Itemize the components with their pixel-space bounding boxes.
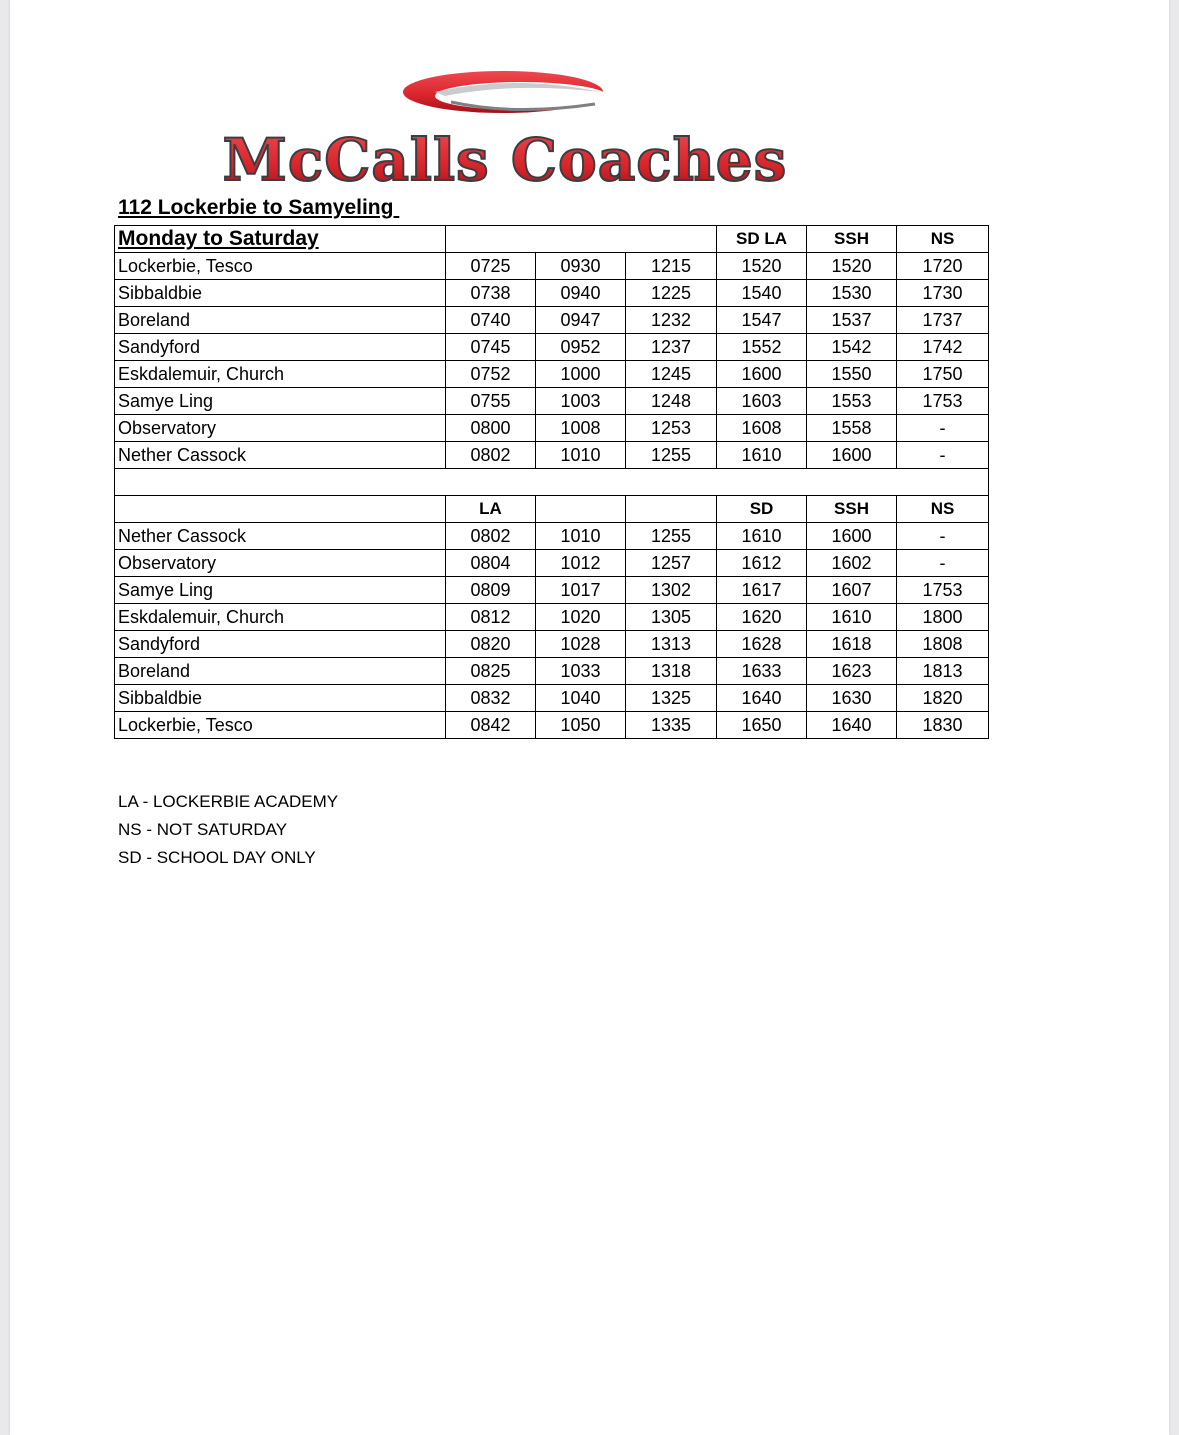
table-row (115, 334, 989, 361)
stop-name: Nether Cassock (115, 442, 446, 469)
stop-name: Sandyford (115, 334, 446, 361)
departure-time: 1808 (897, 631, 989, 658)
departure-time: 1040 (536, 685, 626, 712)
table-row (115, 415, 989, 442)
departure-time: 1633 (717, 658, 807, 685)
departure-time: 1552 (717, 334, 807, 361)
stop-name: Eskdalemuir, Church (115, 361, 446, 388)
departure-time: 1753 (897, 577, 989, 604)
departure-time: 1033 (536, 658, 626, 685)
stop-name: Sibbaldbie (115, 280, 446, 307)
departure-time: 1255 (626, 523, 717, 550)
departure-time: 1742 (897, 334, 989, 361)
spacer-cell (115, 469, 989, 496)
departure-time: 1618 (807, 631, 897, 658)
departure-time: 1253 (626, 415, 717, 442)
departure-time: 0800 (446, 415, 536, 442)
departure-time: 0745 (446, 334, 536, 361)
departure-time: 0842 (446, 712, 536, 739)
departure-time: 0725 (446, 253, 536, 280)
table-spacer-row (115, 469, 989, 496)
day-label: Monday to Saturday (115, 226, 446, 253)
table-row (115, 523, 989, 550)
departure-time: 1600 (807, 523, 897, 550)
departure-time: 0802 (446, 442, 536, 469)
departure-time: 1010 (536, 442, 626, 469)
departure-time: 1610 (717, 442, 807, 469)
departure-time: 1020 (536, 604, 626, 631)
departure-time: 0802 (446, 523, 536, 550)
time-header: NS (897, 226, 989, 253)
departure-time: 1620 (717, 604, 807, 631)
departure-time: 1553 (807, 388, 897, 415)
table-row (115, 388, 989, 415)
logo-wordmark: McCalls Coaches (222, 126, 788, 194)
departure-time: 1017 (536, 577, 626, 604)
departure-time: 1537 (807, 307, 897, 334)
note-la: LA - LOCKERBIE ACADEMY (118, 792, 339, 811)
timetable (114, 225, 989, 739)
stop-name: Samye Ling (115, 388, 446, 415)
stop-name: Observatory (115, 550, 446, 577)
mccalls-coaches-logo (215, 62, 795, 194)
departure-time: 1820 (897, 685, 989, 712)
time-header: SSH (807, 226, 897, 253)
departure-time: 1750 (897, 361, 989, 388)
departure-time: 1237 (626, 334, 717, 361)
departure-time: 1600 (717, 361, 807, 388)
departure-time: 1520 (717, 253, 807, 280)
stop-name: Sandyford (115, 631, 446, 658)
departure-time: 1547 (717, 307, 807, 334)
departure-time: 0952 (536, 334, 626, 361)
departure-time: 0752 (446, 361, 536, 388)
departure-time: 1640 (717, 685, 807, 712)
departure-time: 1612 (717, 550, 807, 577)
departure-time: 1830 (897, 712, 989, 739)
departure-time: 1607 (807, 577, 897, 604)
stop-name: Sibbaldbie (115, 685, 446, 712)
departure-time: 1558 (807, 415, 897, 442)
departure-time: 1248 (626, 388, 717, 415)
note-ns: NS - NOT SATURDAY (118, 820, 288, 839)
departure-time: 1650 (717, 712, 807, 739)
departure-time: 1600 (807, 442, 897, 469)
departure-time: 0740 (446, 307, 536, 334)
departure-time: 1530 (807, 280, 897, 307)
departure-time: 1010 (536, 523, 626, 550)
stop-header (115, 496, 446, 523)
departure-time: 1608 (717, 415, 807, 442)
departure-time: 1302 (626, 577, 717, 604)
departure-time: 1215 (626, 253, 717, 280)
departure-time: 1232 (626, 307, 717, 334)
notes (118, 788, 338, 872)
departure-time: 1313 (626, 631, 717, 658)
departure-time: 1623 (807, 658, 897, 685)
table-row (115, 442, 989, 469)
departure-time: 0820 (446, 631, 536, 658)
table-row (115, 685, 989, 712)
departure-time: 1813 (897, 658, 989, 685)
time-header-blank (446, 226, 717, 253)
departure-time: 0825 (446, 658, 536, 685)
departure-time: 1540 (717, 280, 807, 307)
departure-time: 0940 (536, 280, 626, 307)
departure-time: 1628 (717, 631, 807, 658)
inbound-header-row (115, 496, 989, 523)
stop-name: Lockerbie, Tesco (115, 253, 446, 280)
timetable-page (10, 0, 1169, 1435)
departure-time: 0930 (536, 253, 626, 280)
departure-time: 1520 (807, 253, 897, 280)
departure-time: 0738 (446, 280, 536, 307)
table-row (115, 550, 989, 577)
time-header: LA (446, 496, 536, 523)
departure-time: 1800 (897, 604, 989, 631)
table-row (115, 712, 989, 739)
table-row (115, 658, 989, 685)
note-sd: SD - SCHOOL DAY ONLY (118, 848, 316, 867)
departure-time: 1050 (536, 712, 626, 739)
departure-time: 1008 (536, 415, 626, 442)
stop-name: Boreland (115, 658, 446, 685)
time-header: SSH (807, 496, 897, 523)
time-header: SD LA (717, 226, 807, 253)
table-row (115, 577, 989, 604)
stop-name: Boreland (115, 307, 446, 334)
time-header: SD (717, 496, 807, 523)
departure-time: 1730 (897, 280, 989, 307)
departure-time: 1012 (536, 550, 626, 577)
stop-name: Observatory (115, 415, 446, 442)
departure-time: 1753 (897, 388, 989, 415)
departure-time: 1542 (807, 334, 897, 361)
departure-time: - (897, 523, 989, 550)
departure-time: 1305 (626, 604, 717, 631)
table-row (115, 361, 989, 388)
stop-name: Samye Ling (115, 577, 446, 604)
departure-time: 0755 (446, 388, 536, 415)
departure-time: 1610 (717, 523, 807, 550)
departure-time: - (897, 442, 989, 469)
departure-time: 1640 (807, 712, 897, 739)
stop-name: Lockerbie, Tesco (115, 712, 446, 739)
table-row (115, 604, 989, 631)
departure-time: 1318 (626, 658, 717, 685)
departure-time: 1255 (626, 442, 717, 469)
stop-name: Eskdalemuir, Church (115, 604, 446, 631)
departure-time: 1550 (807, 361, 897, 388)
departure-time: 1630 (807, 685, 897, 712)
table-row (115, 280, 989, 307)
table-row (115, 307, 989, 334)
departure-time: 1603 (717, 388, 807, 415)
departure-time: 0809 (446, 577, 536, 604)
departure-time: 0804 (446, 550, 536, 577)
swoosh-icon (403, 71, 607, 113)
departure-time: 1245 (626, 361, 717, 388)
table-row (115, 253, 989, 280)
departure-time: 0812 (446, 604, 536, 631)
outbound-header-row (115, 226, 989, 253)
departure-time: 0832 (446, 685, 536, 712)
departure-time: 1003 (536, 388, 626, 415)
time-header (626, 496, 717, 523)
departure-time: 1225 (626, 280, 717, 307)
departure-time: 1335 (626, 712, 717, 739)
departure-time: 1610 (807, 604, 897, 631)
departure-time: 1000 (536, 361, 626, 388)
stop-name: Nether Cassock (115, 523, 446, 550)
departure-time: 1257 (626, 550, 717, 577)
departure-time: 1602 (807, 550, 897, 577)
departure-time: 1028 (536, 631, 626, 658)
departure-time: 1325 (626, 685, 717, 712)
departure-time: 1720 (897, 253, 989, 280)
route-title: 112 Lockerbie to Samyeling (118, 196, 400, 219)
departure-time: 1617 (717, 577, 807, 604)
time-header: NS (897, 496, 989, 523)
table-row (115, 631, 989, 658)
departure-time: - (897, 415, 989, 442)
departure-time: 1737 (897, 307, 989, 334)
departure-time: - (897, 550, 989, 577)
time-header (536, 496, 626, 523)
departure-time: 0947 (536, 307, 626, 334)
